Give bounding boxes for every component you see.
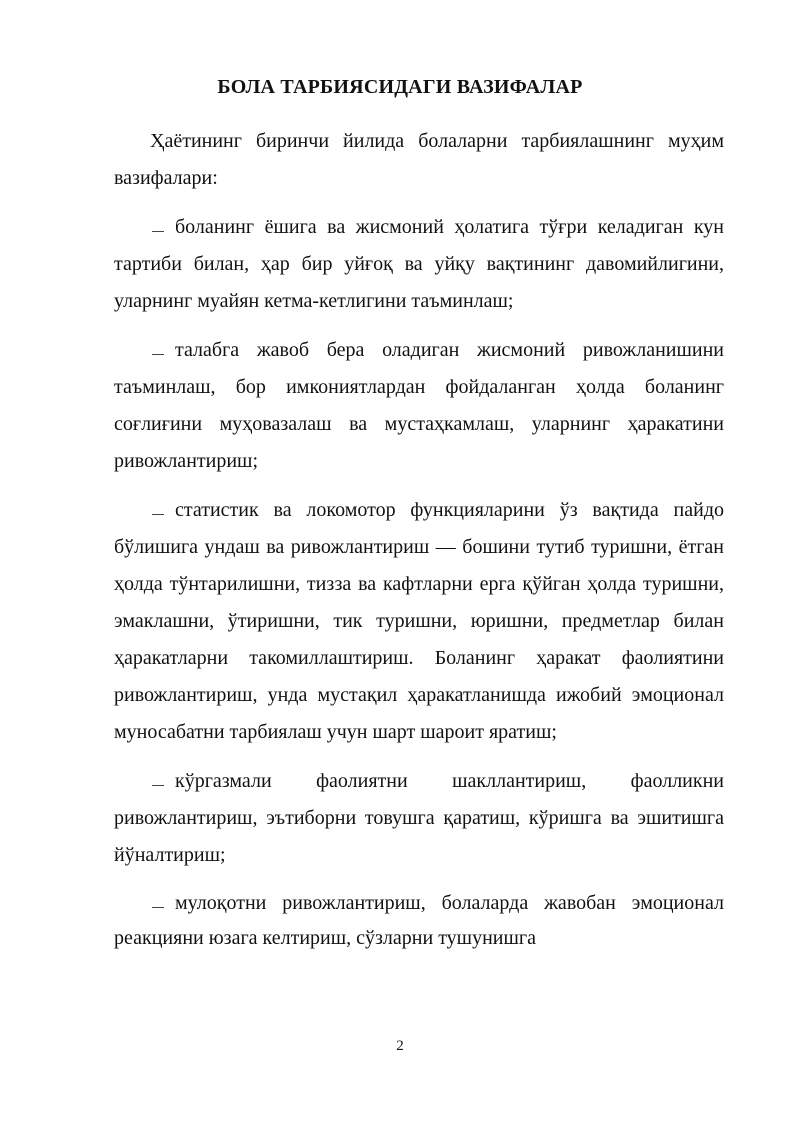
list-item-text: статистик ва локомотор функцияларини ўз вақтида пайдо бўлишига ундаш ва ривожлантириш — бошини тутиб туришни, ётган ҳолда тўнтарилишни, тизза ва кафтларни ерга қўйган ҳолда туришни, эмаклашни, ўтиришни, тик туришни, юришни, предметлар билан ҳаракатларни такомиллаштириш. Боланинг ҳаракат фаолиятини ривожлантириш, унда мустақил ҳаракатланишда ижобий эмоционал муносабатни тарбиялаш учун шарт шароит яратиш; [114, 499, 724, 743]
list-item [114, 886, 724, 956]
list-item [114, 492, 724, 751]
list-item-text: кўргазмали фаолиятни шакллантириш, фаолликни ривожлантириш, эътиборни товушга қаратиш, кўришга ва эшитишга йўналтириш; [114, 770, 724, 866]
dash-bullet-icon [152, 785, 164, 786]
document-body [114, 123, 724, 956]
list-item-text: мулоқотни ривожлантириш, болаларда жавобан эмоционал реакцияни юзага келтириш, сўзларни тушунишга [114, 892, 724, 949]
list-item-text: боланинг ёшига ва жисмоний ҳолатига тўғри келадиган кун тартиби билан, ҳар бир уйғоқ ва уйқу вақтининг давомийлигини, уларнинг муайян кетма-кетлигини таъминлаш; [114, 216, 724, 312]
dash-bullet-icon [152, 231, 164, 232]
dash-bullet-icon [152, 514, 164, 515]
page-title: БОЛА ТАРБИЯСИДАГИ ВАЗИФАЛАР [217, 76, 583, 98]
list-item [114, 209, 724, 320]
intro-paragraph: Ҳаётининг биринчи йилида болаларни тарбиялашнинг муҳим вазифалари: [114, 130, 724, 189]
dash-bullet-icon [152, 907, 164, 908]
dash-bullet-icon [152, 354, 164, 355]
list-item [114, 332, 724, 480]
page-number: 2 [396, 1038, 404, 1054]
list-item [114, 763, 724, 874]
list-item-text: талабга жавоб бера оладиган жисмоний ривожланишини таъминлаш, бор имкониятлардан фойдаланган ҳолда боланинг соғлиғини муҳовазалаш ва мустаҳкамлаш, уларнинг ҳаракатини ривожлантириш; [114, 339, 724, 472]
